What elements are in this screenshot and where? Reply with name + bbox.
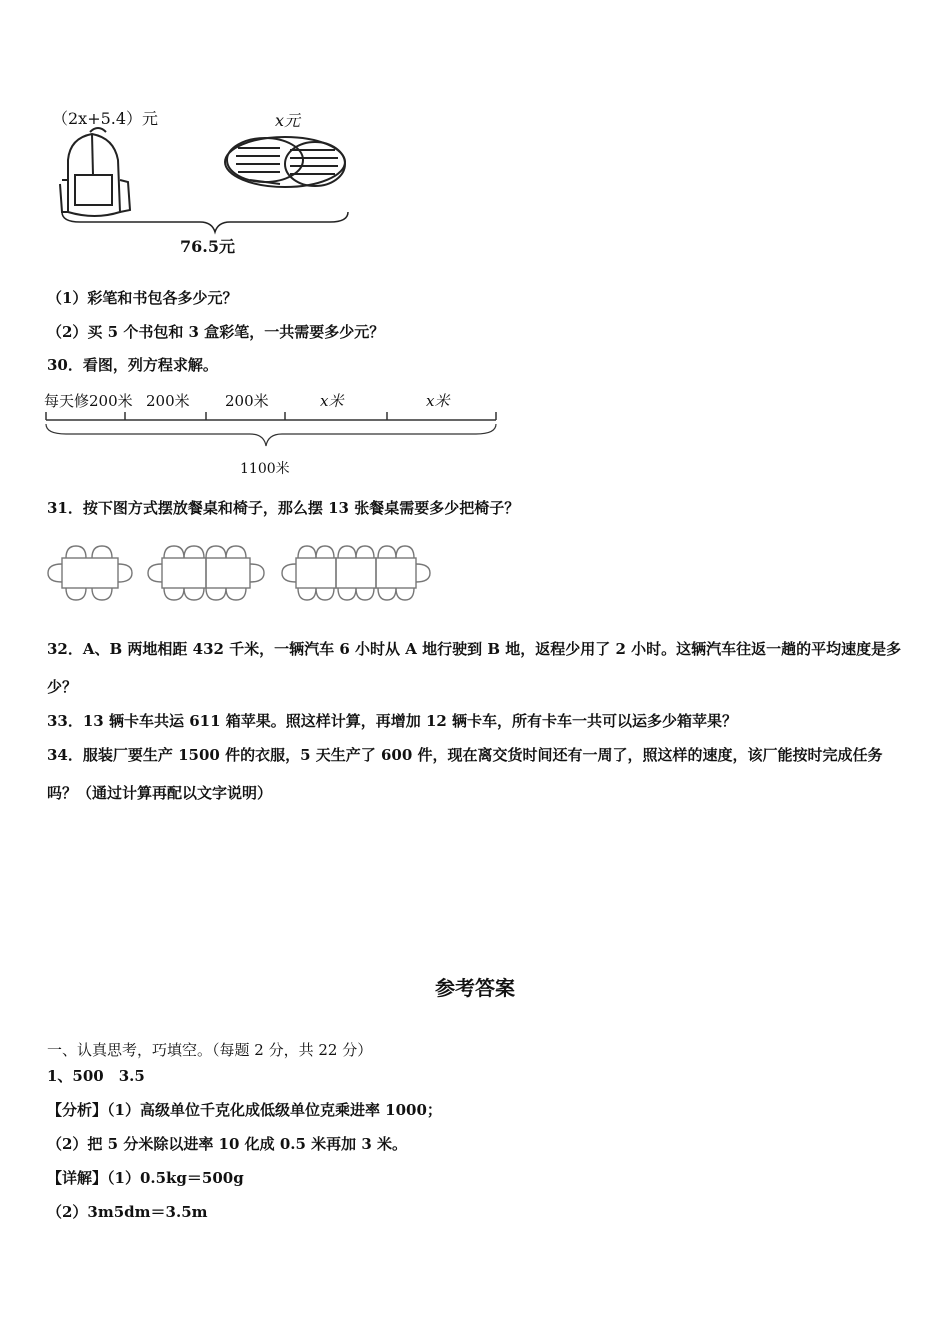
bag-price-label: （2x+5.4）元	[52, 109, 159, 128]
detail-line-2: （2）3m5dm＝3.5m	[47, 1203, 208, 1221]
tables-chairs-figure	[40, 540, 440, 610]
segment-total-label: 1100米	[240, 461, 290, 477]
question-32: 32．A、B 两地相距 432 千米，一辆汽车 6 小时从 A 地行驶到 B 地，返程少用了 2 小时。这辆汽车往返一趟的平均速度是多少？	[47, 640, 902, 696]
question-34: 34．服装厂要生产 1500 件的衣服，5 天生产了 600 件，现在离交货时间还有一周了，照这样的速度，该厂能按时完成任务吗？（通过计算再配以文字说明）	[47, 746, 883, 802]
answer-title: 参考答案	[435, 976, 515, 1000]
segment-label-5: x米	[426, 392, 450, 410]
answer-1: 1、500 3.5	[47, 1067, 145, 1085]
pens-price-label: x元	[275, 111, 301, 130]
segment-label-2: 200米	[146, 392, 190, 410]
question-29-2: （2）买 5 个书包和 3 盒彩笔，一共需要多少元？	[47, 323, 385, 341]
segment-label-1: 每天修200米	[44, 392, 133, 410]
total-label: 76.5元	[180, 237, 235, 256]
section-heading: 一、认真思考，巧填空。（每题 2 分，共 22 分）	[47, 1041, 373, 1059]
question-33: 33．13 辆卡车共运 611 箱苹果。照这样计算，再增加 12 辆卡车，所有卡车一共可以运多少箱苹果？	[47, 712, 738, 730]
segment-label-3: 200米	[225, 392, 269, 410]
detail-line-1: 【详解】（1）0.5kg＝500g	[47, 1169, 244, 1187]
question-29-1: （1）彩笔和书包各多少元？	[47, 289, 238, 307]
analysis-line-1: 【分析】（1）高级单位千克化成低级单位克乘进率 1000；	[47, 1101, 442, 1119]
backpack-icon	[60, 128, 130, 216]
pens-box-icon	[225, 137, 345, 187]
figure-30	[40, 386, 510, 481]
segment-label-4: x米	[320, 392, 344, 410]
question-31: 31．按下图方式摆放餐桌和椅子，那么摆 13 张餐桌需要多少把椅子？	[47, 499, 520, 517]
analysis-line-2: （2）把 5 分米除以进率 10 化成 0.5 米再加 3 米。	[47, 1135, 408, 1153]
question-30: 30．看图，列方程求解。	[47, 356, 218, 374]
figure-29	[40, 100, 370, 260]
